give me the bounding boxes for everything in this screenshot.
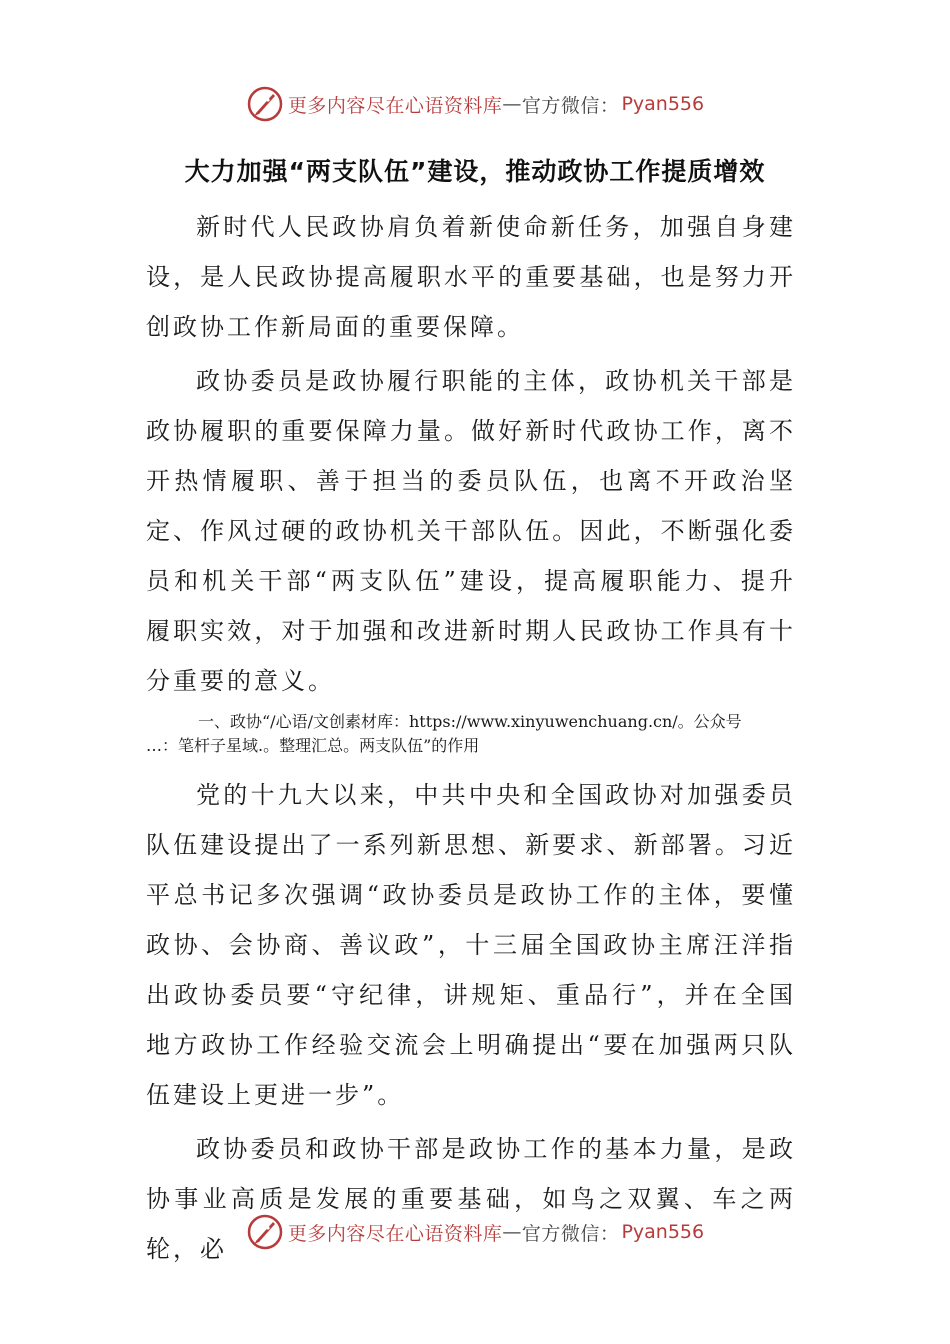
note-line-2: …：笔杆子星域.。整理汇总。两支队伍”的作用 [146,736,480,755]
footer-official-label: 官方微信： [521,1222,620,1245]
header-banner [0,82,950,126]
footer-wechat-id: Pyan556 [621,1221,705,1243]
paragraph-2: 政协委员是政协履行职能的主体，政协机关干部是政协履职的重要保障力量。做好新时代政协工作，离不开热情履职、善于担当的委员队伍，也离不开政治坚定、作风过硬的政协机关干部队伍。因此，不断强化委员和机关干部“两支队伍”建设，提高履职能力、提升履职实效，对于加强和改进新时期人民政协工作具有十分重要的意义。 [146,367,796,695]
banner-official-label: 官方微信： [521,94,620,117]
paragraph-3: 党的十九大以来，中共中央和全国政协对加强委员队伍建设提出了一系列新思想、新要求、新部署。习近平总书记多次强调“政协委员是政协工作的主体，要懂政协、会协商、善议政”，十三届全国政协主席汪洋指出政协委员要“守纪律，讲规矩、重品行”，并在全国地方政协工作经验交流会上明确提出“要在加强两只队伍建设上更进一步”。 [146,781,796,1109]
paragraph-1: 新时代人民政协肩负着新使命新任务，加强自身建设，是人民政协提高履职水平的重要基础，也是努力开创政协工作新局面的重要保障。 [146,213,796,341]
quill-logo-icon [246,85,284,123]
banner-dash: — [502,93,522,115]
footer-dash: — [502,1221,522,1243]
section-heading-note [146,710,796,758]
footer-banner [0,1210,950,1254]
note-line-1: 一、政协“/心语/文创素材库：https://www.xinyuwenchuang.cn/。公众号 [198,712,742,731]
quill-logo-icon [246,1213,284,1251]
paragraph-4: 政协委员和政协干部是政协工作的基本力量，是政协事业高质是发展的重要基础，如鸟之双翼、车之两轮，必 [146,1135,796,1263]
footer-brand-text: 更多内容尽在心语资料库 [287,1222,503,1245]
document-title: 大力加强“两支队伍”建设，推动政协工作提质增效 [184,157,766,186]
document-body [146,202,796,1278]
banner-wechat-id: Pyan556 [621,93,705,115]
banner-brand-text: 更多内容尽在心语资料库 [287,94,503,117]
